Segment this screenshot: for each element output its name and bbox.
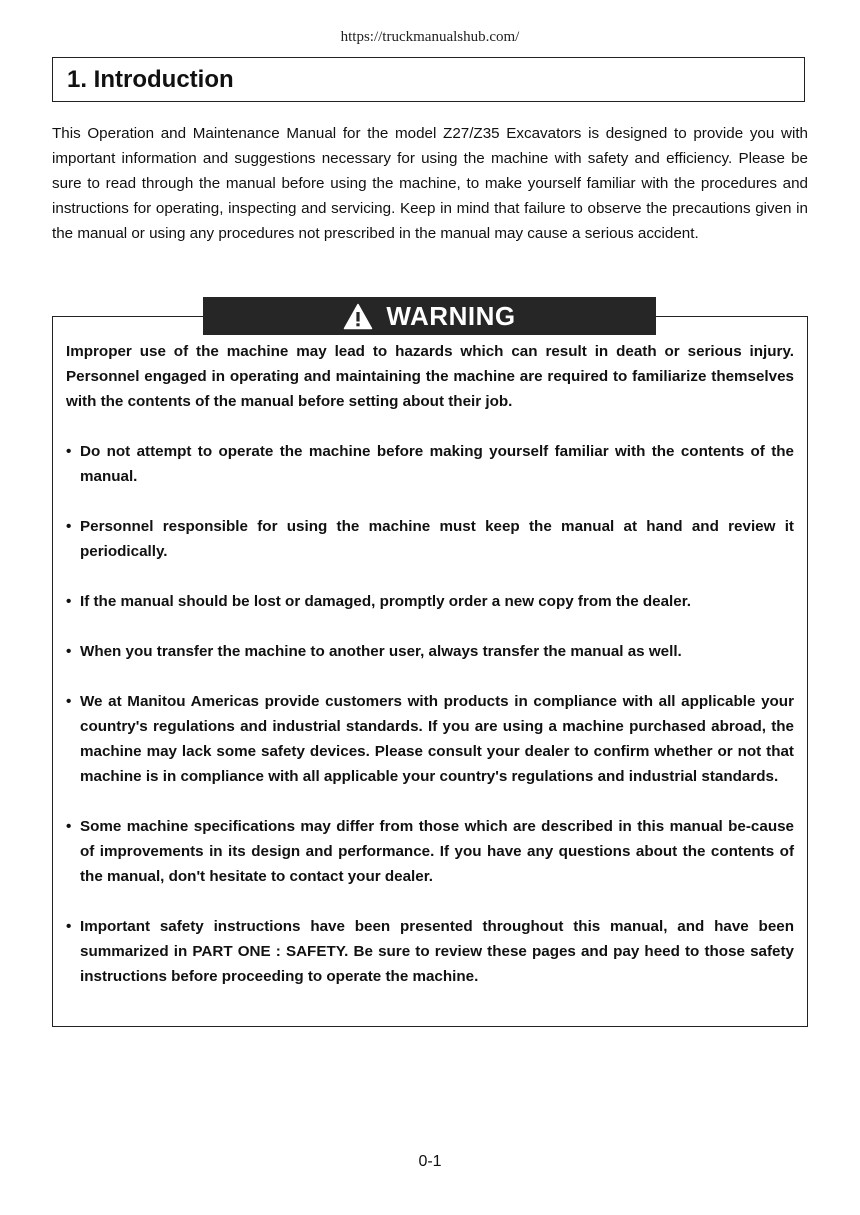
bullet-dot: • [66, 693, 72, 710]
warning-bullet-text: Do not attempt to operate the machine before making yourself familiar with the contents of the manual. [80, 443, 794, 485]
warning-content [66, 339, 794, 989]
bullet-dot: • [66, 593, 72, 610]
warning-banner [203, 297, 656, 335]
warning-bullet-text: If the manual should be lost or damaged, promptly order a new copy from the dealer. [80, 593, 691, 610]
warning-bullet-list [66, 439, 794, 989]
warning-bullet-text: Important safety instructions have been presented throughout this manual, and have been summarized in PART ONE : SAFETY. Be sure to review these pages and pay heed to those safety instructions before proceeding to operate the machine. [80, 918, 794, 985]
warning-bullet-item [66, 439, 794, 489]
intro-paragraph: This Operation and Maintenance Manual for the model Z27/Z35 Excavators is designed to provide you with important information and suggestions necessary for using the machine with safety and efficiency. Please be sure to read through the manual before using the machine, to make yourself familiar with the procedures and instructions for operating, inspecting and servicing. Keep in mind that failure to observe the precautions given in the manual or using any procedures not prescribed in the manual may cause a serious accident. [52, 125, 808, 242]
warning-bullet-text: Personnel responsible for using the machine must keep the manual at hand and review it periodically. [80, 518, 794, 560]
warning-label: WARNING [386, 301, 516, 331]
warning-bullet-item [66, 514, 794, 564]
warning-bullet-item [66, 814, 794, 889]
bullet-dot: • [66, 643, 72, 660]
warning-bullet-text: When you transfer the machine to another user, always transfer the manual as well. [80, 643, 682, 660]
warning-bullet-item [66, 589, 794, 614]
bullet-dot: • [66, 518, 72, 535]
warning-bullet-item [66, 689, 794, 789]
bullet-dot: • [66, 918, 72, 935]
warning-bullet-item [66, 914, 794, 989]
warning-bullet-item [66, 639, 794, 664]
warning-triangle-icon [343, 303, 373, 330]
bullet-dot: • [66, 818, 72, 835]
bullet-dot: • [66, 443, 72, 460]
header-url: https://truckmanualshub.com/ [340, 29, 520, 45]
warning-bullet-text: Some machine specifications may differ from those which are described in this manual be-cause of improvements in its design and performance. If you have any questions about the contents of the manual, don't hesitate to contact your dealer. [80, 818, 794, 885]
warning-bullet-text: We at Manitou Americas provide customers with products in compliance with all applicable your country's regulations and industrial standards. If you are using a machine purchased abroad, the machine may lack some safety devices. Please consult your dealer to confirm whether or not that machine is in compliance with all applicable your country's regulations and industrial standards. [80, 693, 794, 785]
page-number: 0-1 [418, 1153, 442, 1170]
warning-lead-text: Improper use of the machine may lead to hazards which can result in death or serious injury. Personnel engaged in operating and maintaining the machine are required to familiarize themselves with the contents of the manual before setting about their job. [66, 343, 794, 410]
section-title: 1. Introduction [67, 66, 234, 93]
section-title-box [52, 57, 805, 102]
